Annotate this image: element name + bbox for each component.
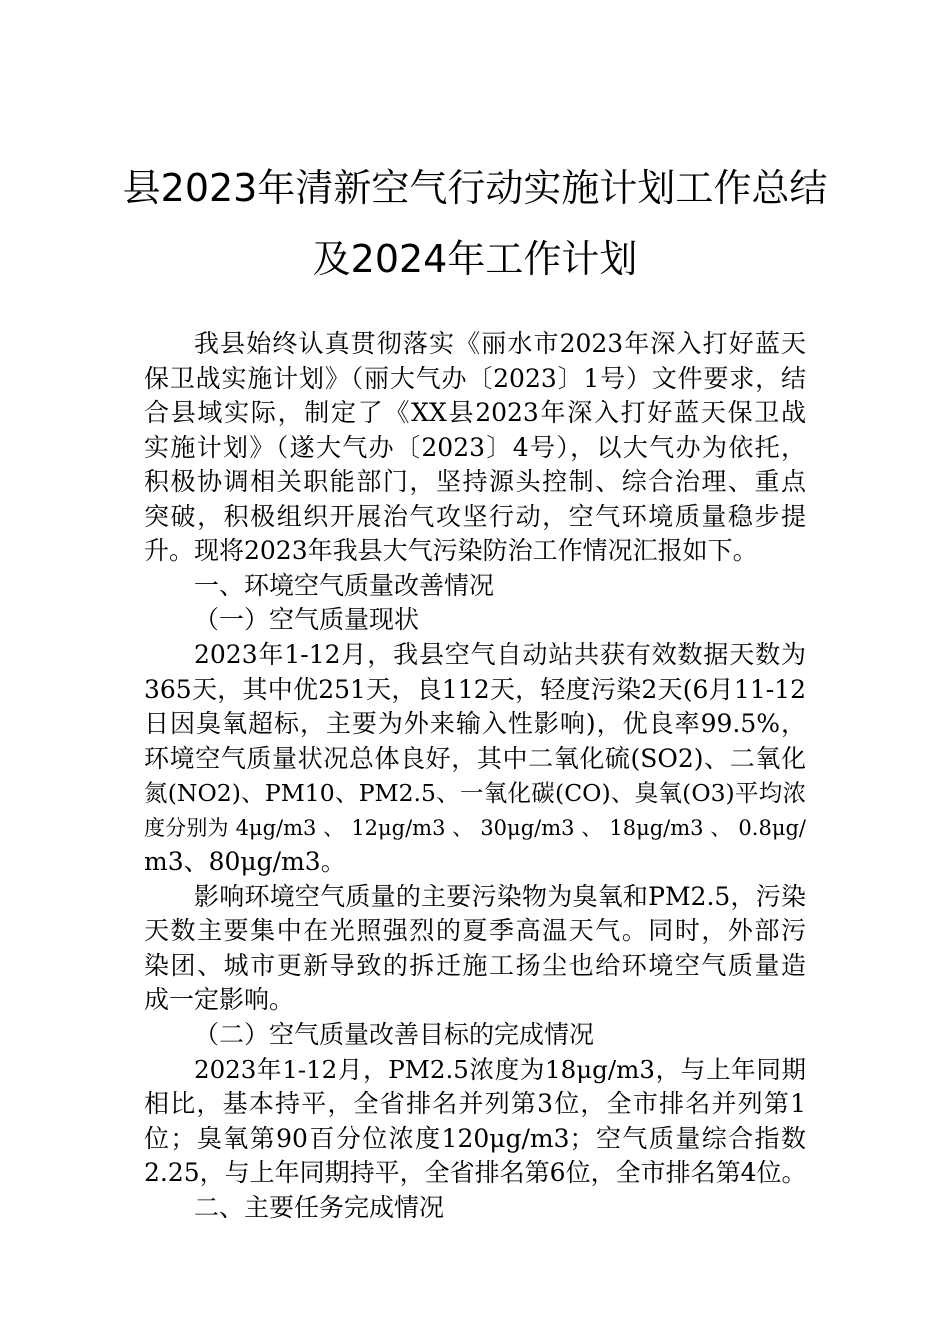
body-text-line: 突破，积极组织开展治气攻坚行动，空气环境质量稳步提 — [144, 501, 806, 531]
body-text-line: 影响环境空气质量的主要污染物为臭氧和PM2.5，污染 — [194, 881, 806, 911]
body-text-line: 天数主要集中在光照强烈的夏季高温天气。同时，外部污 — [144, 916, 806, 946]
body-text-line: 升。现将2023年我县大气污染防治工作情况汇报如下。 — [144, 536, 758, 566]
body-text-line: 365天，其中优251天，良112天，轻度污染2天(6月11-12 — [144, 674, 806, 704]
body-text-line: 合县域实际，制定了《XX县2023年深入打好蓝天保卫战 — [144, 398, 806, 428]
body-text-line: 环境空气质量状况总体良好，其中二氧化硫(SO2)、二氧化 — [144, 743, 806, 773]
body-text-line: 一、环境空气质量改善情况 — [194, 570, 495, 600]
body-text-line: 氮(NO2)、PM10、PM2.5、一氧化碳(CO)、臭氧(O3)平均浓 — [144, 779, 806, 808]
body-text-line: 2023年1-12月，我县空气自动站共获有效数据天数为 — [194, 639, 806, 669]
body-text-line: 保卫战实施计划》（丽大气办〔2023〕1号）文件要求，结 — [144, 363, 806, 393]
body-text-line: 度分别为 4μg/m3 、 12μg/m3 、 30μg/m3 、 18μg/m3 、 0.8μg/ — [144, 815, 806, 840]
body-text-line: 染团、城市更新导致的拆迁施工扬尘也给环境空气质量造 — [144, 950, 806, 980]
body-text-line: m3、80μg/m3。 — [144, 847, 346, 877]
document-title-line-1: 县2023年清新空气行动实施计划工作总结 — [122, 166, 828, 210]
body-text-line: （一）空气质量现状 — [194, 605, 420, 635]
body-text-line: 我县始终认真贯彻落实《丽水市2023年深入打好蓝天 — [194, 329, 806, 358]
body-text-line: 2.25，与上年同期持平，全省排名第6位，全市排名第4位。 — [144, 1158, 807, 1188]
body-text-line: 成一定影响。 — [144, 985, 295, 1015]
body-text-line: （二）空气质量改善目标的完成情况 — [194, 1020, 595, 1049]
document-title-line-2: 及2024年工作计划 — [312, 237, 638, 281]
body-text-line: 2023年1-12月，PM2.5浓度为18μg/m3，与上年同期 — [194, 1054, 806, 1084]
body-text-line: 二、主要任务完成情况 — [194, 1192, 445, 1222]
body-text-line: 日因臭氧超标，主要为外来输入性影响)，优良率99.5%， — [144, 709, 806, 739]
body-text-line: 实施计划》（遂大气办〔2023〕4号），以大气办为依托， — [144, 432, 806, 462]
body-text-line: 位；臭氧第90百分位浓度120μg/m3；空气质量综合指数 — [144, 1123, 806, 1153]
body-text-line: 相比，基本持平，全省排名并列第3位，全市排名并列第1 — [144, 1089, 806, 1119]
body-text-line: 积极协调相关职能部门，坚持源头控制、综合治理、重点 — [144, 467, 806, 497]
